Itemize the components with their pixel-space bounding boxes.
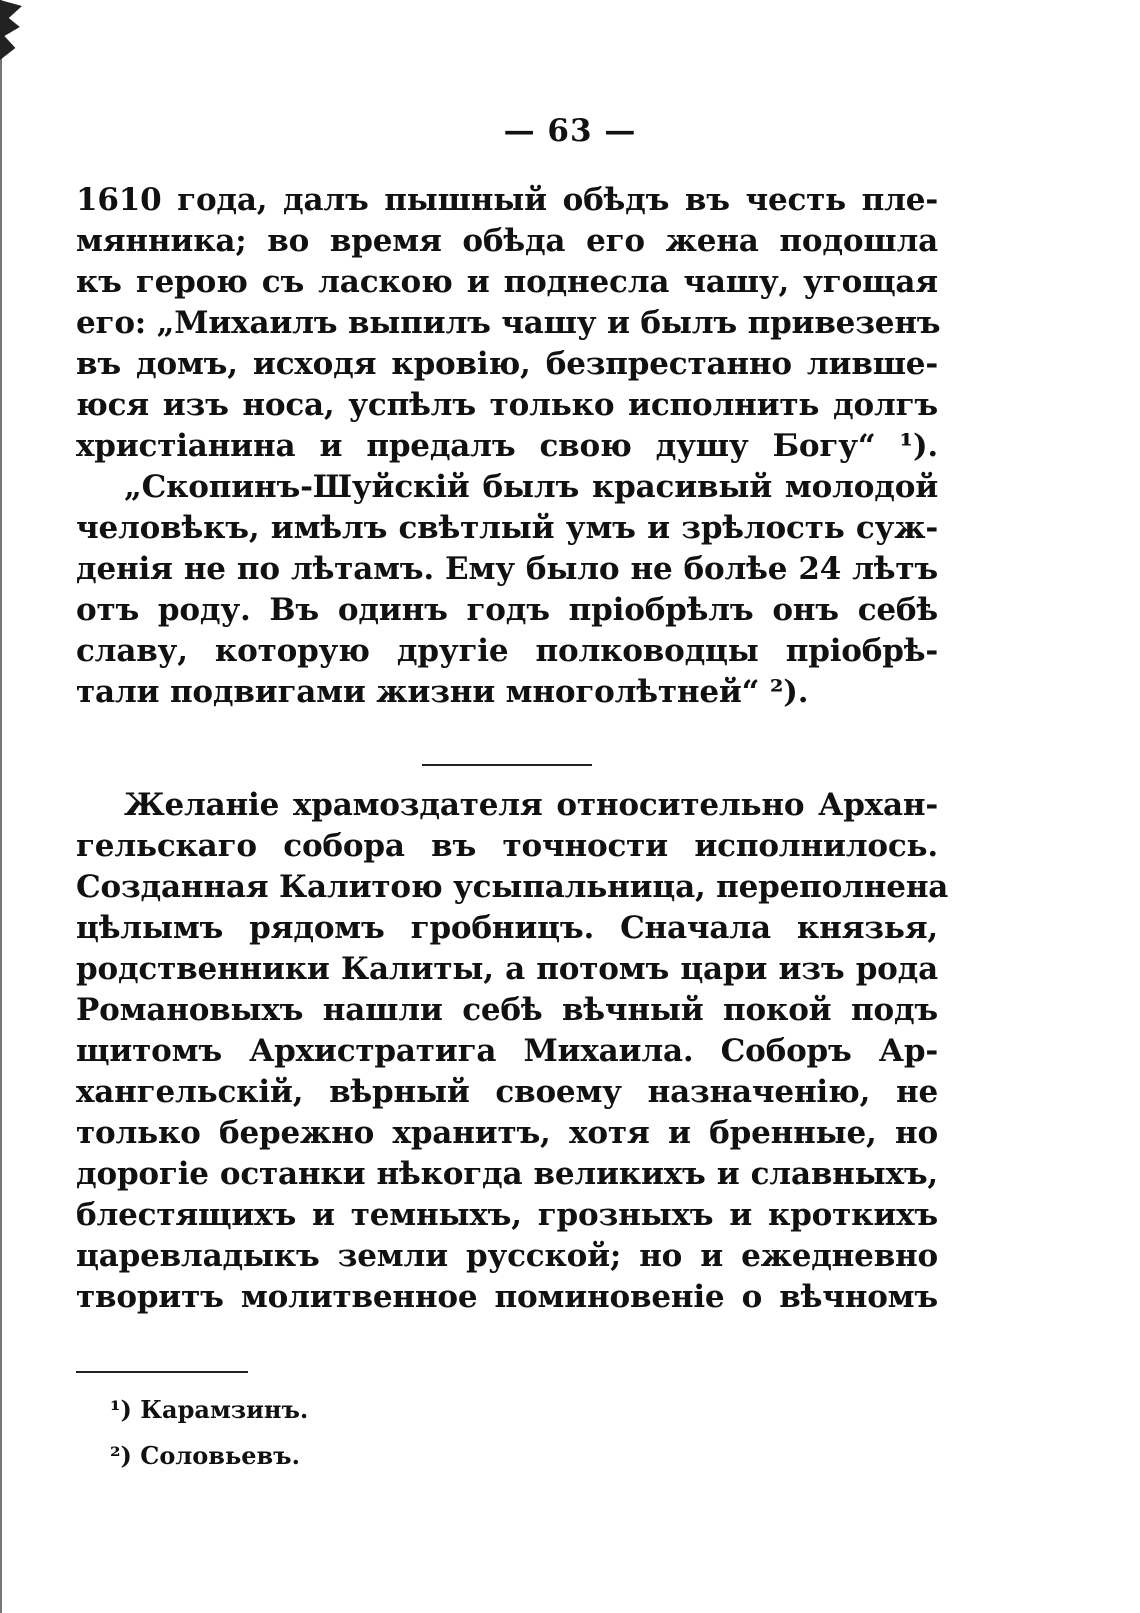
paragraph-3-line: блестящихъ и темныхъ, грозныхъ и кроткихъ <box>76 1197 938 1233</box>
paragraph-3-line: царевладыкъ земли русской; но и ежедневно <box>76 1238 938 1274</box>
paragraph-3-line: творитъ молитвенное поминовенiе о вѣчномъ <box>76 1279 938 1315</box>
paragraph-1-line: къ герою съ ласкою и поднесла чашу, угощая <box>76 264 938 300</box>
paragraph-2-line: человѣкъ, имѣлъ свѣтлый умъ и зрѣлость суж- <box>76 510 938 546</box>
footnote-1: ¹) Карамзинъ. <box>110 1395 309 1424</box>
scan-artifact <box>0 0 22 60</box>
footnote-2: ²) Соловьевъ. <box>110 1441 300 1470</box>
paragraph-3-line: дорогiе останки нѣкогда великихъ и славныхъ, <box>76 1156 938 1192</box>
paragraph-3-line: щитомъ Архистратига Михаила. Соборъ Ар- <box>76 1033 938 1069</box>
footnotes <box>110 1387 308 1479</box>
paragraph-2-line: денiя не по лѣтамъ. Ему было не болѣе 24 лѣтъ <box>76 551 938 587</box>
upper-text-block <box>76 180 941 713</box>
paragraph-3-line: гельскаго собора въ точности исполнилось. <box>76 828 938 864</box>
paragraph-3-line: Романовыхъ нашли себѣ вѣчный покой подъ <box>76 992 938 1028</box>
paragraph-3-line: цѣлымъ рядомъ гробницъ. Сначала князья, <box>76 910 938 946</box>
paragraph-1-line: его: „Михаилъ выпилъ чашу и былъ привезенъ <box>76 305 941 341</box>
paragraph-2-line: „Скопинъ-Шуйскiй былъ красивый молодой <box>124 469 938 505</box>
paragraph-3-line: Желанiе храмоздателя относительно Архан- <box>124 787 938 823</box>
section-separator <box>422 764 592 766</box>
paragraph-3-line: хангельскiй, вѣрный своему назначенiю, не <box>76 1074 938 1110</box>
paragraph-3-line: Созданная Калитою усыпальница, переполнена <box>76 869 949 905</box>
paragraph-1-line: 1610 года, далъ пышный обѣдъ въ честь пле- <box>76 182 938 218</box>
paragraph-2-line: тали подвигами жизни многолѣтней“ ²). <box>76 674 809 710</box>
paragraph-3-line: только бережно хранитъ, хотя и бренные, но <box>76 1115 938 1151</box>
paragraph-2-line: отъ роду. Въ одинъ годъ прiобрѣлъ онъ себѣ <box>76 592 938 628</box>
paragraph-3-line: родственники Калиты, а потомъ цари изъ рода <box>76 951 938 987</box>
paragraph-1-line: христiанина и предалъ свою душу Богу“ ¹). <box>76 428 938 464</box>
paragraph-1-line: мянника; во время обѣда его жена подошла <box>76 223 938 259</box>
footnote-rule <box>76 1371 248 1373</box>
paragraph-2-line: славу, которую другiе полководцы прiобрѣ- <box>76 633 938 669</box>
paragraph-1-line: юся изъ носа, успѣлъ только исполнить долгъ <box>76 387 938 423</box>
page-edge <box>0 0 6 1613</box>
paragraph-1-line: въ домъ, исходя кровiю, безпрестанно лившe- <box>76 346 938 382</box>
lower-text-block <box>76 785 949 1318</box>
page-number: — 63 — <box>503 113 637 149</box>
